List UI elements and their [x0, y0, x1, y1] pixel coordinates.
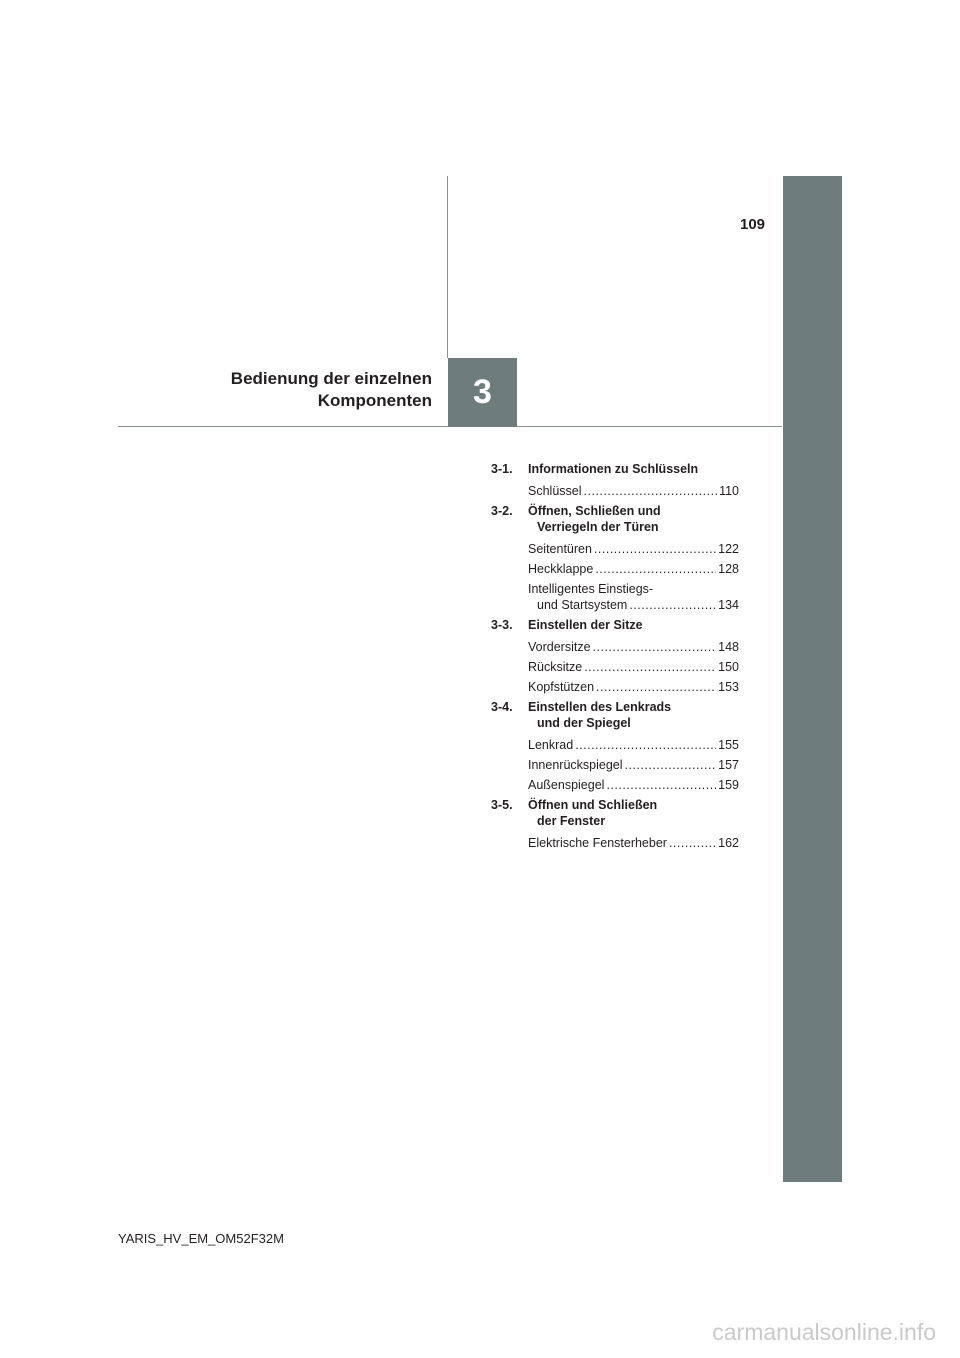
entry-page: 128 [718, 562, 739, 576]
entry-title: Rücksitze [528, 660, 583, 674]
section-number: 3-5. [491, 798, 513, 812]
entry-page: 162 [718, 836, 739, 850]
toc-entry[interactable] [528, 561, 739, 577]
section-title: Öffnen, Schließen und [528, 504, 661, 518]
section-title: Einstellen der Sitze [528, 618, 643, 632]
section-title: Einstellen des Lenkrads [528, 700, 672, 714]
chapter-number-box: 3 [448, 358, 517, 427]
table-of-contents [491, 461, 739, 855]
toc-entry[interactable] [528, 757, 739, 773]
entry-page: 150 [718, 660, 739, 674]
toc-entry[interactable] [528, 777, 739, 793]
entry-title: Seitentüren [528, 542, 592, 556]
toc-section-3-4[interactable] [491, 699, 739, 731]
toc-entry[interactable] [528, 659, 739, 675]
entry-page: 157 [718, 758, 739, 772]
entry-page: 153 [718, 680, 739, 694]
chapter-title [231, 368, 432, 412]
entry-title: Heckklappe [528, 562, 594, 576]
toc-entry[interactable] [528, 541, 739, 557]
watermark: carmanualsonline.info [712, 1319, 936, 1345]
section-title: Informationen zu Schlüsseln [528, 462, 699, 476]
toc-section-3-1[interactable] [491, 461, 739, 477]
entry-page: 155 [718, 738, 739, 752]
section-number: 3-2. [491, 504, 513, 518]
entry-page: 110 [719, 484, 739, 498]
toc-section-3-2[interactable] [491, 503, 739, 535]
entry-title: Lenkrad [528, 738, 574, 752]
section-title: Öffnen und Schließen [528, 798, 658, 812]
entry-page: 122 [718, 542, 739, 556]
toc-section-3-5[interactable] [491, 797, 739, 829]
page-number: 109 [740, 216, 766, 233]
section-number: 3-3. [491, 618, 513, 632]
section-number: 3-1. [491, 462, 513, 476]
entry-title: Innenrückspiegel [528, 758, 623, 772]
section-title-cont: Verriegeln der Türen [537, 520, 659, 534]
entry-title: Kopfstützen [528, 680, 595, 694]
section-number: 3-4. [491, 700, 513, 714]
section-title-cont: und der Spiegel [537, 716, 631, 730]
vertical-divider [447, 176, 448, 358]
toc-entry[interactable] [528, 737, 739, 753]
entry-page: 148 [718, 640, 739, 654]
toc-section-3-3[interactable] [491, 617, 739, 633]
entry-title: Vordersitze [528, 640, 591, 654]
toc-entry[interactable] [528, 679, 739, 695]
document-code: YARIS_HV_EM_OM52F32M [118, 1231, 284, 1246]
entry-title-cont: und Startsystem [537, 598, 628, 612]
entry-title: Elektrische Fensterheber [528, 836, 667, 850]
entry-title: Außenspiegel [528, 778, 605, 792]
section-title-cont: der Fenster [537, 814, 606, 828]
toc-entry[interactable] [528, 639, 739, 655]
entry-page: 159 [718, 778, 739, 792]
chapter-side-tab [783, 176, 842, 1182]
toc-entry[interactable] [528, 835, 739, 851]
toc-entry[interactable] [528, 483, 739, 499]
entry-page: 134 [718, 598, 739, 612]
toc-entry[interactable] [528, 581, 739, 613]
entry-title: Schlüssel [528, 484, 582, 498]
chapter-title-line2: Komponenten [317, 391, 432, 410]
entry-title: Intelligentes Einstiegs- [528, 582, 654, 596]
chapter-title-line1: Bedienung der einzelnen [230, 369, 432, 388]
